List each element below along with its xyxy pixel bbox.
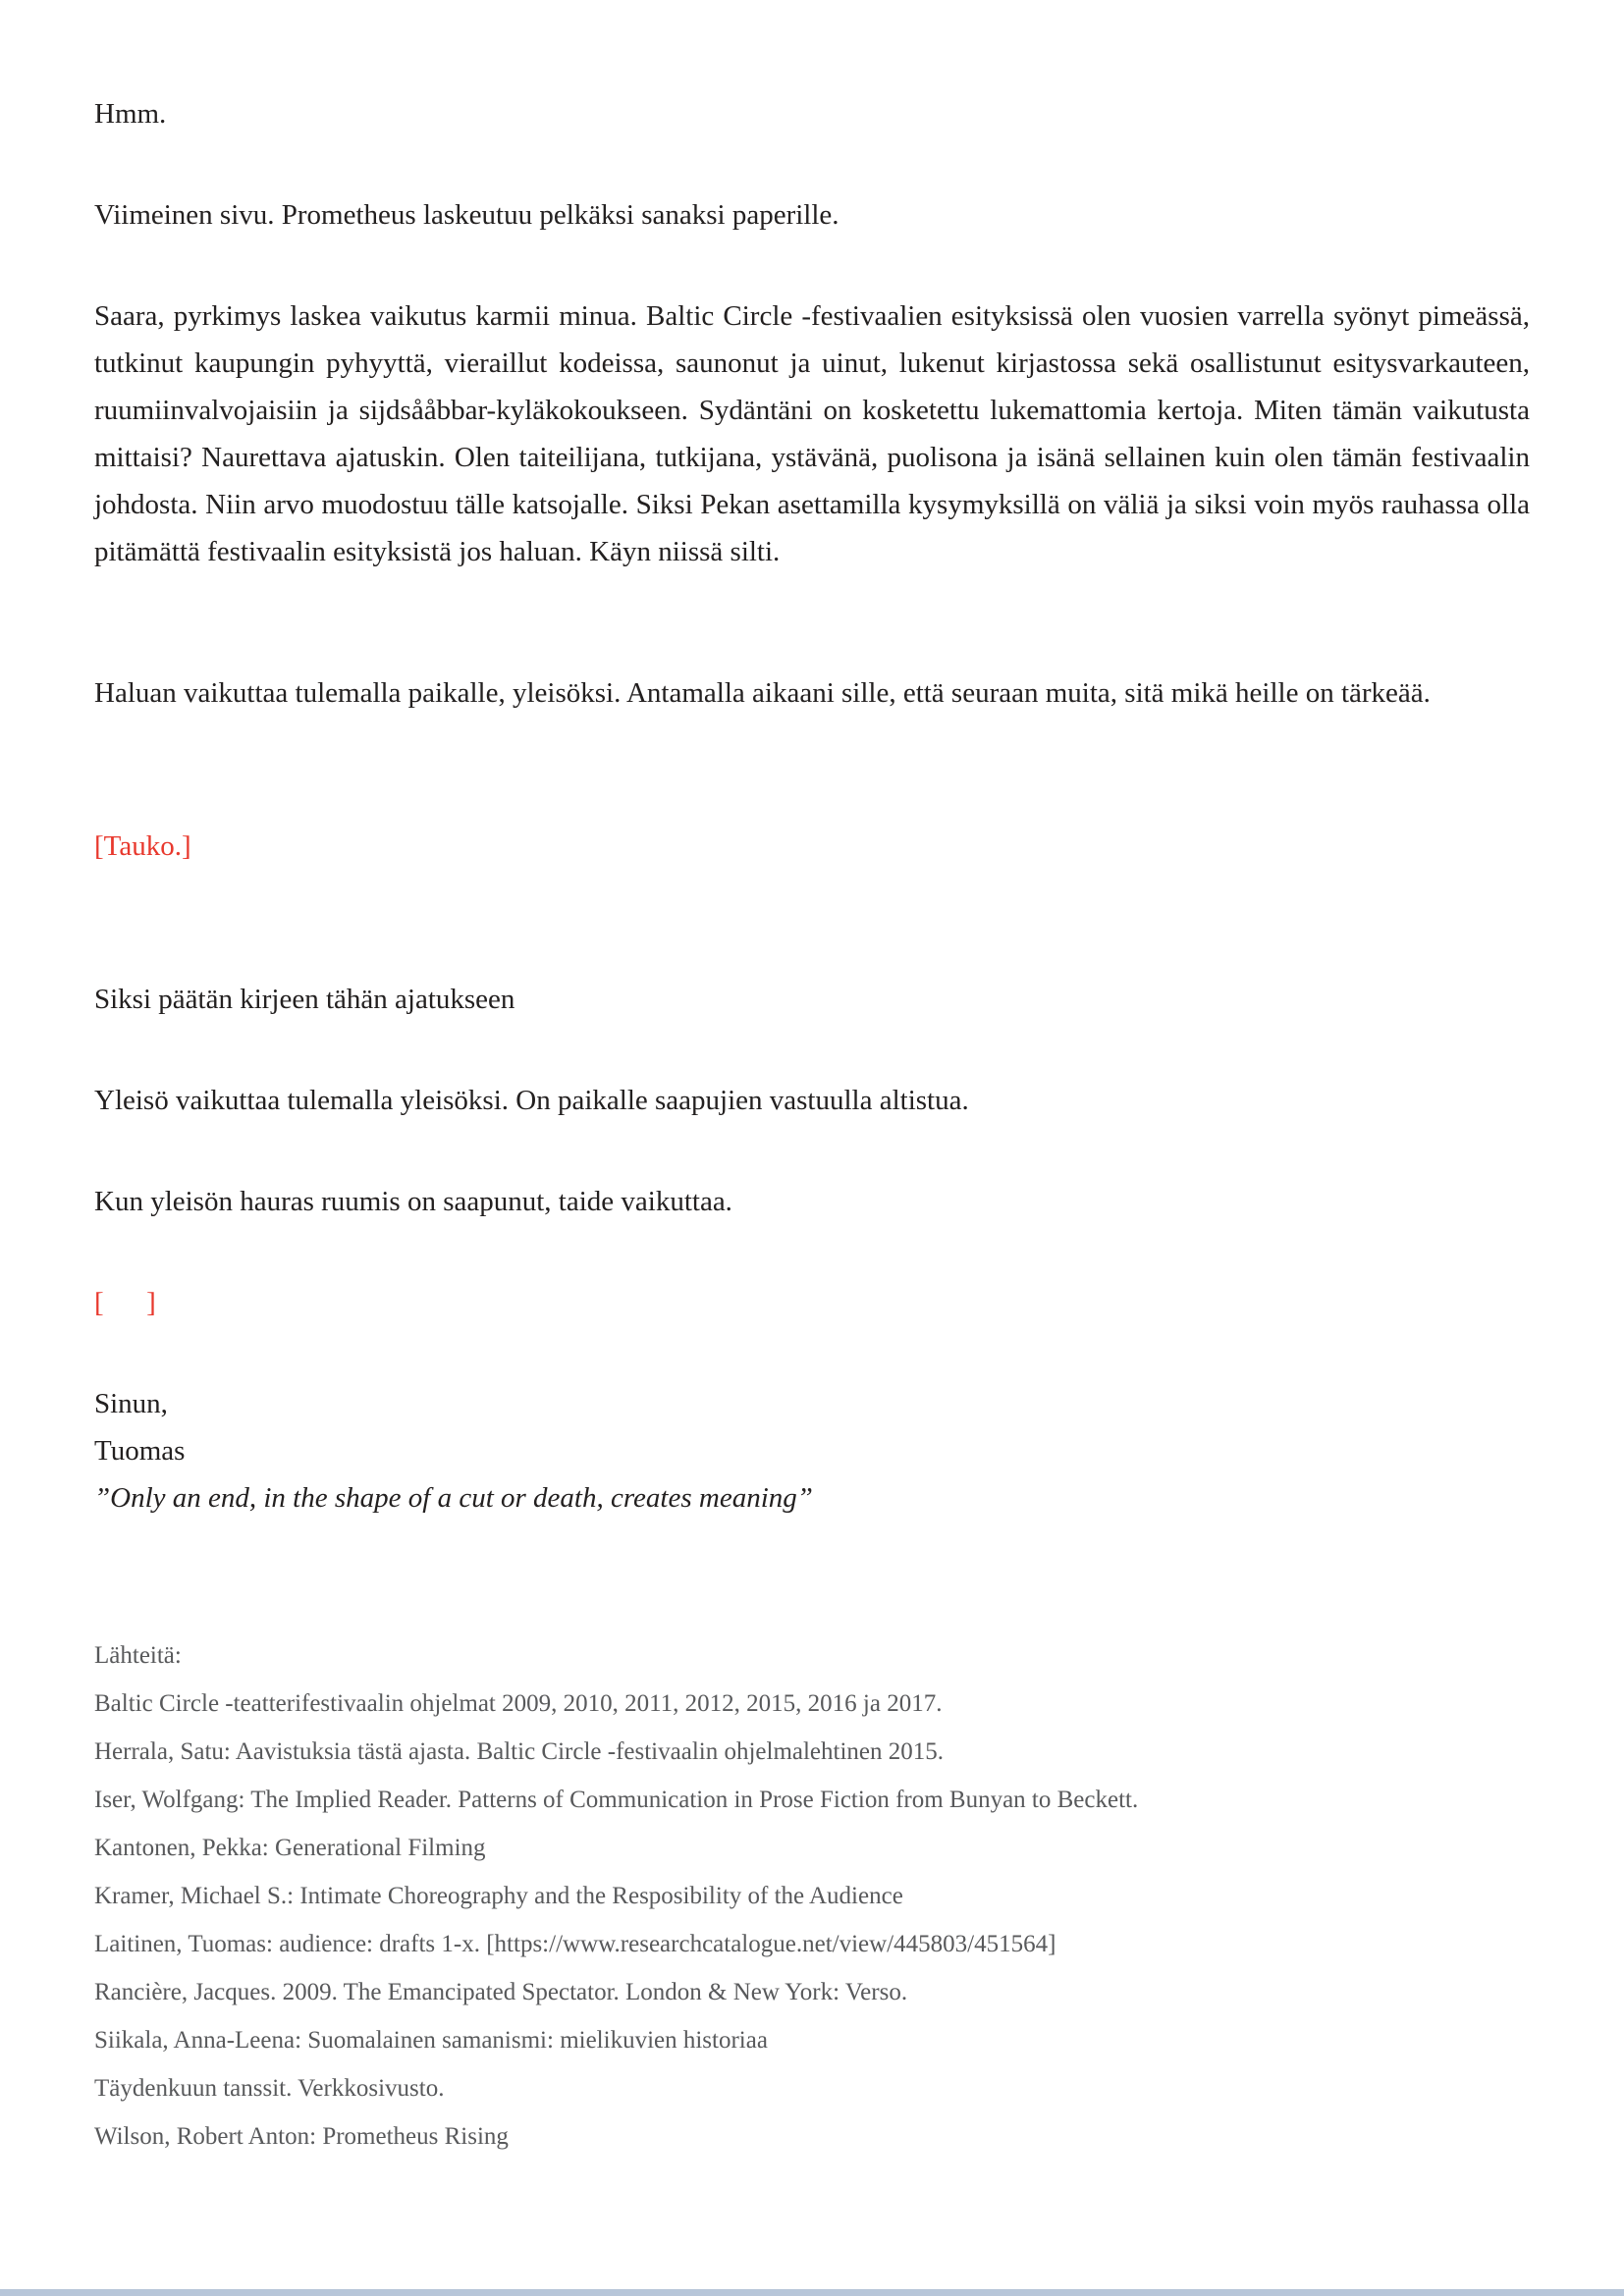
references-heading: Lähteitä: [94, 1642, 182, 1669]
paragraph-interjection: Hmm. [94, 98, 167, 130]
closing-quote: ”Only an end, in the shape of a cut or death, creates meaning” [94, 1482, 813, 1514]
reference-item: Kantonen, Pekka: Generational Filming [94, 1835, 486, 1861]
reference-item: Baltic Circle -teatterifestivaalin ohjelmat 2009, 2010, 2011, 2012, 2015, 2016 ja 2017. [94, 1690, 943, 1717]
paragraph-influence: Haluan vaikuttaa tulemalla paikalle, yleisöksi. Antamalla aikaani sille, että seuraan muita, sitä mikä heille on tärkeää. [94, 677, 1431, 709]
reference-item: Wilson, Robert Anton: Prometheus Rising [94, 2123, 509, 2150]
reference-item: Rancière, Jacques. 2009. The Emancipated Spectator. London & New York: Verso. [94, 1979, 908, 2005]
paragraph-closing-thought: Yleisö vaikuttaa tulemalla yleisöksi. On paikalle saapujien vastuulla altistua. [94, 1085, 969, 1116]
paragraph-main: Saara, pyrkimys laskea vaikutus karmii minua. Baltic Circle -festivaalien esityksissä olen vuosien varrella syönyt pimeässä, tutkinut kaupungin pyhyyttä, vieraillut kodeissa, saunonut ja uinut, lukenut kirjastossa sekä osallistunut esitysvarkauteen, ruumiinvalvojaisiin ja sijdsååbbar-kyläkokoukseen. Sydäntäni on kosketettu lukemattomia kertoja. Miten tämän vaikutusta mittaisi? Naurettava ajatuskin. Olen taiteilijana, tutkijana, ystävänä, puolisona ja isänä sellainen kuin olen tämän festivaalin johdosta. Niin arvo muodostuu tälle katsojalle. Siksi Pekan asettamilla kysymyksillä on väliä ja siksi voin myös rauhassa olla pitämättä festivaalin esityksistä jos haluan. Käyn niissä silti. [94, 300, 1530, 567]
pause-marker: [Tauko.] [94, 830, 191, 862]
signature-name: Tuomas [94, 1435, 186, 1467]
reference-item: Siikala, Anna-Leena: Suomalainen samanismi: mielikuvien historiaa [94, 2027, 768, 2054]
page-bottom-divider [0, 2289, 1624, 2296]
paragraph-last-page: Viimeinen sivu. Prometheus laskeutuu pelkäksi sanaksi paperille. [94, 199, 839, 231]
empty-brackets-marker: [ ] [94, 1287, 156, 1318]
references-section [94, 1631, 1530, 2161]
reference-item: Iser, Wolfgang: The Implied Reader. Patterns of Communication in Prose Fiction from Bunyan to Beckett. [94, 1787, 1139, 1813]
reference-item: Kramer, Michael S.: Intimate Choreography and the Resposibility of the Audience [94, 1883, 903, 1909]
signoff: Sinun, [94, 1388, 168, 1419]
paragraph-closing-intro: Siksi päätän kirjeen tähän ajatukseen [94, 984, 515, 1015]
paragraph-closing-thought-2: Kun yleisön hauras ruumis on saapunut, taide vaikuttaa. [94, 1186, 732, 1217]
reference-item: Täydenkuun tanssit. Verkkosivusto. [94, 2075, 445, 2102]
reference-item: Herrala, Satu: Aavistuksia tästä ajasta. Baltic Circle -festivaalin ohjelmalehtinen 2015. [94, 1738, 945, 1765]
reference-item: Laitinen, Tuomas: audience: drafts 1-x. [https://www.researchcatalogue.net/view/445803/451564] [94, 1931, 1056, 1957]
